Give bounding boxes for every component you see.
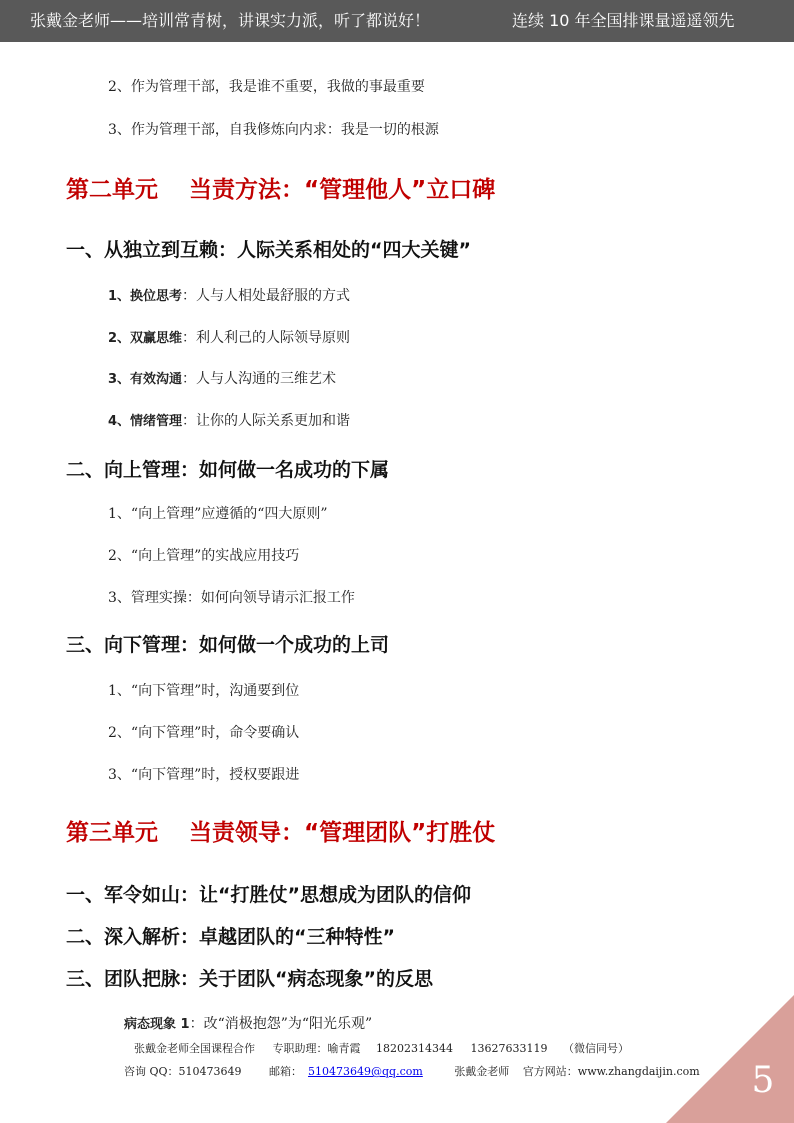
list-item: 2、“向下管理”时，命令要确认 — [108, 725, 300, 741]
item-lead: 2、双赢思维 — [108, 331, 183, 346]
item-text: ：人与人沟通的三维艺术 — [182, 371, 337, 387]
unit3-title: 第三单元 当责领导：“管理团队”打胜仗 — [66, 820, 496, 846]
list-item: 3、“向下管理”时，授权要跟进 — [108, 767, 300, 783]
footer-assistant: 专职助理：喻青霞 — [272, 1042, 361, 1055]
item-lead: 病态现象 1 — [124, 1017, 190, 1032]
footer-phone-2: 13627633119 — [470, 1042, 548, 1055]
item-text: ：改“消极抱怨”为“阳光乐观” — [189, 1016, 373, 1032]
list-item — [108, 285, 350, 305]
footer-wechat-note: （微信同号） — [562, 1042, 629, 1055]
footer-teacher: 张戴金老师 — [454, 1065, 510, 1078]
item-lead: 4、情绪管理 — [108, 414, 183, 429]
unit3-section3-title: 三、团队把脉：关于团队“病态现象”的反思 — [66, 968, 433, 990]
header-slogan: 张戴金老师——培训常青树，讲课实力派，听了都说好！ — [30, 11, 431, 30]
list-item: 3、管理实操：如何向领导请示汇报工作 — [108, 590, 355, 606]
item-lead: 3、有效沟通 — [108, 372, 183, 387]
corner-decoration — [666, 995, 794, 1123]
footer-info-line — [124, 1063, 706, 1079]
intro-item-3: 3、作为管理干部，自我修炼向内求：我是一切的根源 — [108, 122, 439, 138]
list-item — [108, 410, 350, 430]
intro-item-2: 2、作为管理干部，我是谁不重要，我做的事最重要 — [108, 79, 425, 95]
list-item — [108, 368, 336, 388]
list-item: 1、“向下管理”时，沟通要到位 — [108, 683, 300, 699]
unit2-title: 第二单元 当责方法：“管理他人”立口碑 — [66, 177, 496, 203]
footer-website: 官方网站：www.zhangdaijin.com — [522, 1065, 700, 1078]
footer-contact-line — [134, 1040, 635, 1056]
page-header — [0, 0, 794, 42]
item-text: ：利人利己的人际领导原则 — [182, 330, 351, 346]
header-tagline: 连续 10 年全国排课量遥遥领先 — [512, 11, 735, 30]
footer-email-label: 邮箱： — [269, 1065, 303, 1078]
page-number: 5 — [751, 1060, 775, 1101]
item-text: ：人与人相处最舒服的方式 — [182, 288, 351, 304]
item-text: ：让你的人际关系更加和谐 — [182, 413, 351, 429]
footer-email-link[interactable]: 510473649@qq.com — [308, 1065, 423, 1078]
unit2-section1-title: 一、从独立到互赖：人际关系相处的“四大关键” — [66, 239, 471, 261]
list-item: 1、“向上管理”应遵循的“四大原则” — [108, 506, 328, 522]
list-item — [108, 327, 350, 347]
unit2-section3-title: 三、向下管理：如何做一个成功的上司 — [66, 634, 390, 656]
footer-phone-1: 18202314344 — [376, 1042, 453, 1055]
unit2-section2-title: 二、向上管理：如何做一名成功的下属 — [66, 459, 390, 481]
phenomenon-item — [124, 1013, 372, 1033]
item-lead: 1、换位思考 — [108, 289, 183, 304]
footer-cooperation: 张戴金老师全国课程合作 — [134, 1042, 255, 1055]
unit3-section1-title: 一、军令如山：让“打胜仗”思想成为团队的信仰 — [66, 884, 471, 906]
list-item: 2、“向上管理”的实战应用技巧 — [108, 548, 300, 564]
footer-qq: 咨询 QQ：510473649 — [124, 1065, 242, 1078]
unit3-section2-title: 二、深入解析：卓越团队的“三种特性” — [66, 926, 395, 948]
